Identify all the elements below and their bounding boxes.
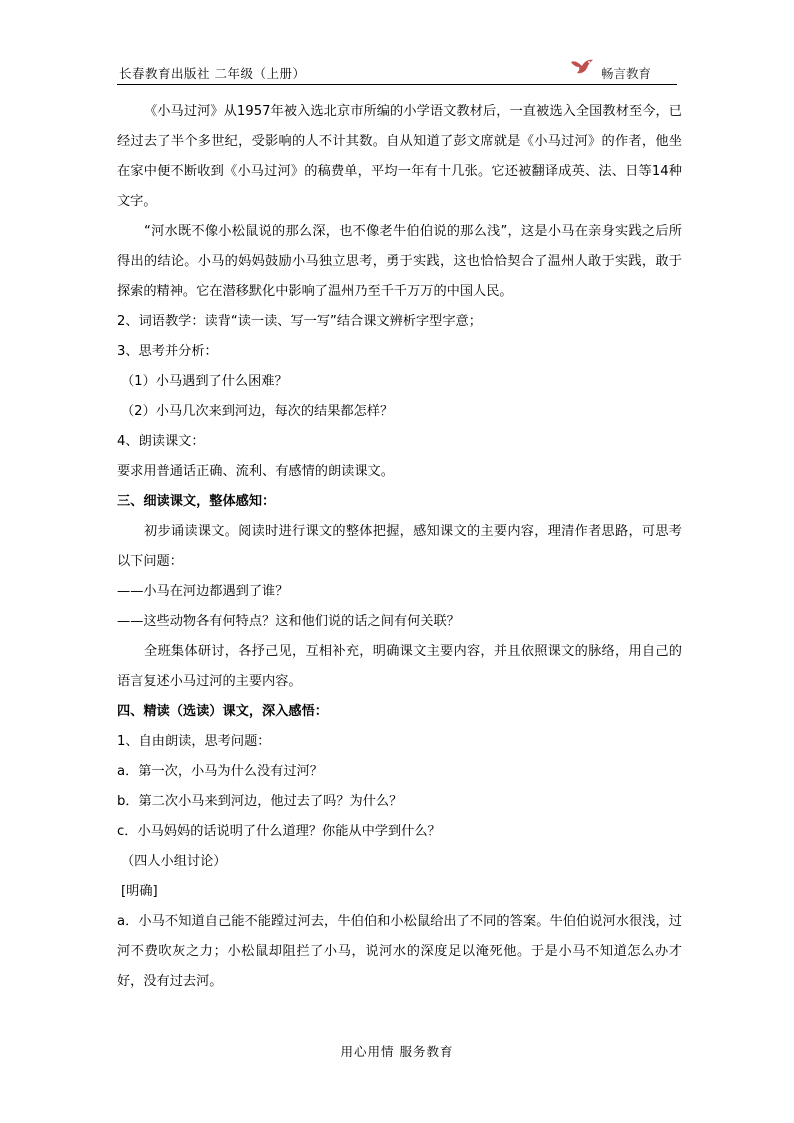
document-body	[117, 97, 682, 997]
list-item-free-reading: 1、自由朗读，思考问题：	[117, 734, 271, 749]
group-discussion-note: （四人小组讨论）	[121, 854, 227, 869]
paragraph-conclusion: “河水既不像小松鼠说的那么深，也不像老牛伯伯说的那么浅”，这是小马在亲身实践之后所得出的结论。小马的妈妈鼓励小马独立思考，勇于实践，这也恰恰契合了温州人敢于实践，敢于探索的精神。它在潜移默化中影响了温州乃至千千万万的中国人民。	[117, 224, 682, 299]
section-heading-4: 四、精读（选读）课文，深入感悟：	[117, 704, 328, 719]
question-a: a．第一次，小马为什么没有过河？	[117, 764, 323, 779]
answer-a: a．小马不知道自己能不能蹚过河去，牛伯伯和小松鼠给出了不同的答案。牛伯伯说河水很浅，过河不费吹灰之力；小松鼠却阻拦了小马，说河水的深度足以淹死他。于是小马不知道怎么办才好，没有过去河。	[117, 914, 682, 989]
read-aloud-requirement: 要求用普通话正确、流利、有感情的朗读课文。	[117, 464, 394, 479]
page-header	[117, 56, 677, 85]
bird-logo-icon	[569, 56, 595, 78]
dash-question-2: ——这些动物各有何特点？这和他们说的话之间有何关联？	[117, 614, 460, 629]
question-2: （2）小马几次来到河边，每次的结果都怎样？	[121, 404, 394, 419]
brand-logo-text: 畅言教育	[601, 66, 652, 81]
list-item-read-aloud: 4、朗读课文：	[117, 434, 205, 449]
header-publisher-text: 长春教育出版社 二年级（上册）	[119, 66, 306, 81]
paragraph-history: 《小马过河》从1957年被入选北京市所编的小学语文教材后，一直被选入全国教材至今，已经过去了半个多世纪，受影响的人不计其数。自从知道了彭文席就是《小马过河》的作者，他坐在家中便不断收到《小马过河》的稿费单，平均一年有十几张。它还被翻译成英、法、日等14种文字。	[117, 104, 682, 209]
page-footer: 用心用情 服务教育	[340, 1044, 454, 1059]
brand-logo	[591, 58, 671, 82]
dash-question-1: ——小马在河边都遇到了谁？	[117, 584, 289, 599]
list-item-vocabulary: 2、词语教学：读背“读一读、写一写”结合课文辨析字型字意；	[117, 314, 482, 329]
paragraph-initial-reading: 初步诵读课文。阅读时进行课文的整体把握，感知课文的主要内容，理清作者思路，可思考以下问题：	[117, 524, 682, 569]
section-heading-3: 三、细读课文，整体感知：	[117, 494, 276, 509]
question-b: b．第二次小马来到河边，他过去了吗？为什么？	[117, 794, 403, 809]
list-item-think-analyze: 3、思考并分析：	[117, 344, 218, 359]
question-c: c．小马妈妈的话说明了什么道理？你能从中学到什么？	[117, 824, 441, 839]
paragraph-class-discussion: 全班集体研讨，各抒己见，互相补充，明确课文主要内容，并且依照课文的脉络，用自己的语言复述小马过河的主要内容。	[117, 644, 682, 689]
clarify-label: [明确]	[121, 884, 158, 899]
question-1: （1）小马遇到了什么困难？	[121, 374, 288, 389]
